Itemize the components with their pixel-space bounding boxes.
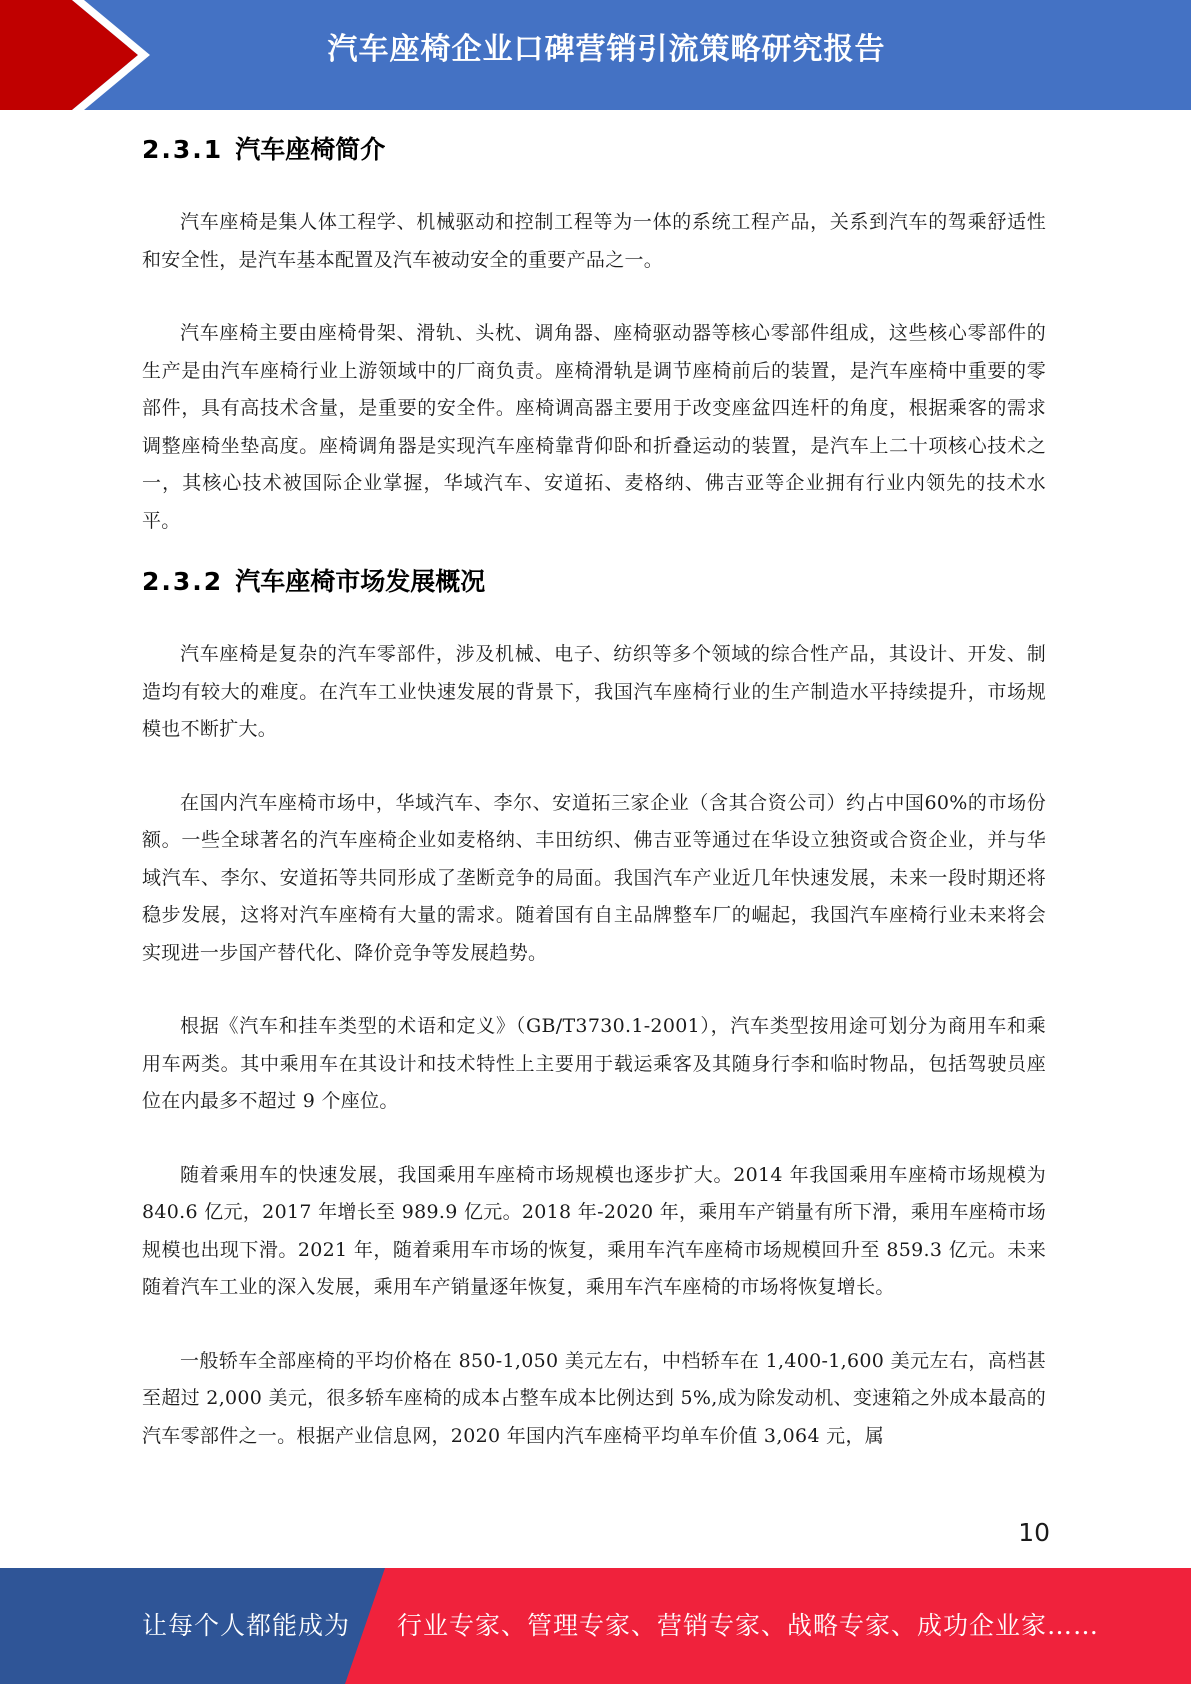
paragraph: 汽车座椅主要由座椅骨架、滑轨、头枕、调角器、座椅驱动器等核心零部件组成，这些核心零部件的生产是由汽车座椅行业上游领域中的厂商负责。座椅滑轨是调节座椅前后的装置，是汽车座椅中重要的零部件，具有高技术含量，是重要的安全件。座椅调高器主要用于改变座盆四连杆的角度，根据乘客的需求调整座椅坐垫高度。座椅调角器是实现汽车座椅靠背仰卧和折叠运动的装置，是汽车上二十项核心技术之一，其核心技术被国际企业掌握，华域汽车、安道拓、麦格纳、佛吉亚等企业拥有行业内领先的技术水平。 [142,322,1046,532]
section-heading [142,125,1046,175]
footer-roles: 行业专家、管理专家、营销专家、战略专家、成功企业家…… [397,1611,1100,1640]
section-number: 2.3.2 [142,567,224,596]
paragraph: 根据《汽车和挂车类型的术语和定义》（GB/T3730.1-2001），汽车类型按用途可划分为商用车和乘用车两类。其中乘用车在其设计和技术特性上主要用于载运乘客及其随身行李和临时物品，包括驾驶员座位在内最多不超过 9 个座位。 [142,1015,1046,1112]
section-title: 汽车座椅简介 [235,135,386,164]
page-number: 10 [1018,1518,1050,1547]
section-title: 汽车座椅市场发展概况 [235,567,486,596]
page-content [142,125,1046,1455]
paragraph: 汽车座椅是复杂的汽车零部件，涉及机械、电子、纺织等多个领域的综合性产品，其设计、开发、制造均有较大的难度。在汽车工业快速发展的背景下，我国汽车座椅行业的生产制造水平持续提升，市场规模也不断扩大。 [142,643,1046,740]
section-number: 2.3.1 [142,135,224,164]
paragraph: 汽车座椅是集人体工程学、机械驱动和控制工程等为一体的系统工程产品，关系到汽车的驾乘舒适性和安全性，是汽车基本配置及汽车被动安全的重要产品之一。 [142,211,1046,271]
footer-slogan: 让每个人都能成为 [142,1611,351,1640]
footer-banner [0,1568,1191,1684]
section-heading [142,557,1046,607]
document-title: 汽车座椅企业口碑营销引流策略研究报告 [327,32,886,67]
paragraph: 一般轿车全部座椅的平均价格在 850-1,050 美元左右，中档轿车在 1,400-1,600 美元左右，高档甚至超过 2,000 美元，很多轿车座椅的成本占整车成本比例达到 5%,成为除发动机、变速箱之外成本最高的汽车零部件之一。根据产业信息网，2020 年国内汽车座椅平均单车价值 3,064 元，属 [142,1349,1046,1447]
header-banner [0,0,1191,110]
paragraph: 随着乘用车的快速发展，我国乘用车座椅市场规模也逐步扩大。2014 年我国乘用车座椅市场规模为 840.6 亿元，2017 年增长至 989.9 亿元。2018 年-2020 年，乘用车产销量有所下滑，乘用车座椅市场规模也出现下滑。2021 年，随着乘用车市场的恢复，乘用车汽车座椅市场规模回升至 859.3 亿元。未来随着汽车工业的深入发展，乘用车产销量逐年恢复，乘用车汽车座椅的市场将恢复增长。 [142,1163,1046,1298]
paragraph: 在国内汽车座椅市场中，华域汽车、李尔、安道拓三家企业（含其合资公司）约占中国60%的市场份额。一些全球著名的汽车座椅企业如麦格纳、丰田纺织、佛吉亚等通过在华设立独资或合资企业，并与华域汽车、李尔、安道拓等共同形成了垄断竞争的局面。我国汽车产业近几年快速发展，未来一段时期还将稳步发展，这将对汽车座椅有大量的需求。随着国有自主品牌整车厂的崛起，我国汽车座椅行业未来将会实现进一步国产替代化、降价竞争等发展趋势。 [142,791,1046,964]
